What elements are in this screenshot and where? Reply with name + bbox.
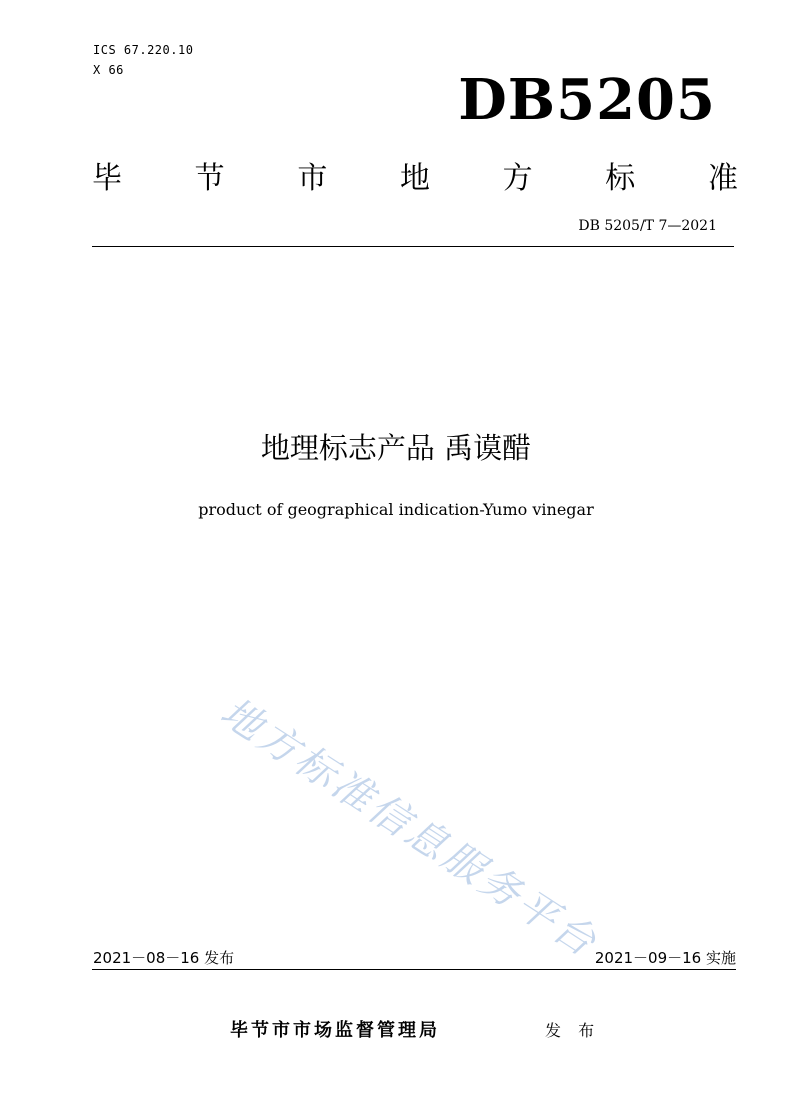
standard-type-char: 标: [605, 161, 636, 196]
standard-type-char: 地: [399, 161, 430, 196]
standard-type-char: 节: [194, 161, 225, 196]
watermark-text: 地方标准信息服务平台: [212, 689, 607, 968]
standard-type-heading: [92, 155, 738, 195]
footer-divider: [92, 969, 736, 970]
standard-type-char: 方: [502, 161, 533, 196]
header-divider: [92, 246, 734, 247]
standard-type-char: 准: [707, 161, 738, 196]
ics-code: ICS 67.220.10: [93, 43, 194, 57]
ccs-code: X 66: [93, 63, 124, 77]
standard-number: DB 5205/T 7—2021: [578, 218, 717, 234]
document-title-chinese: 地理标志产品 禹谟醋: [260, 431, 532, 465]
document-title-english: product of geographical indication-Yumo vinegar: [198, 500, 594, 519]
standard-type-char: 毕: [92, 161, 122, 196]
db-code-title: DB5205: [458, 67, 716, 133]
implement-date: 2021－09－16 实施: [594, 949, 736, 967]
classification-codes: [93, 40, 193, 80]
standard-type-char: 市: [297, 161, 328, 196]
issued-label: 发 布: [545, 1021, 601, 1040]
issuing-authority: 毕节市市场监督管理局: [230, 1020, 440, 1041]
publish-date: 2021－08－16 发布: [93, 949, 235, 967]
